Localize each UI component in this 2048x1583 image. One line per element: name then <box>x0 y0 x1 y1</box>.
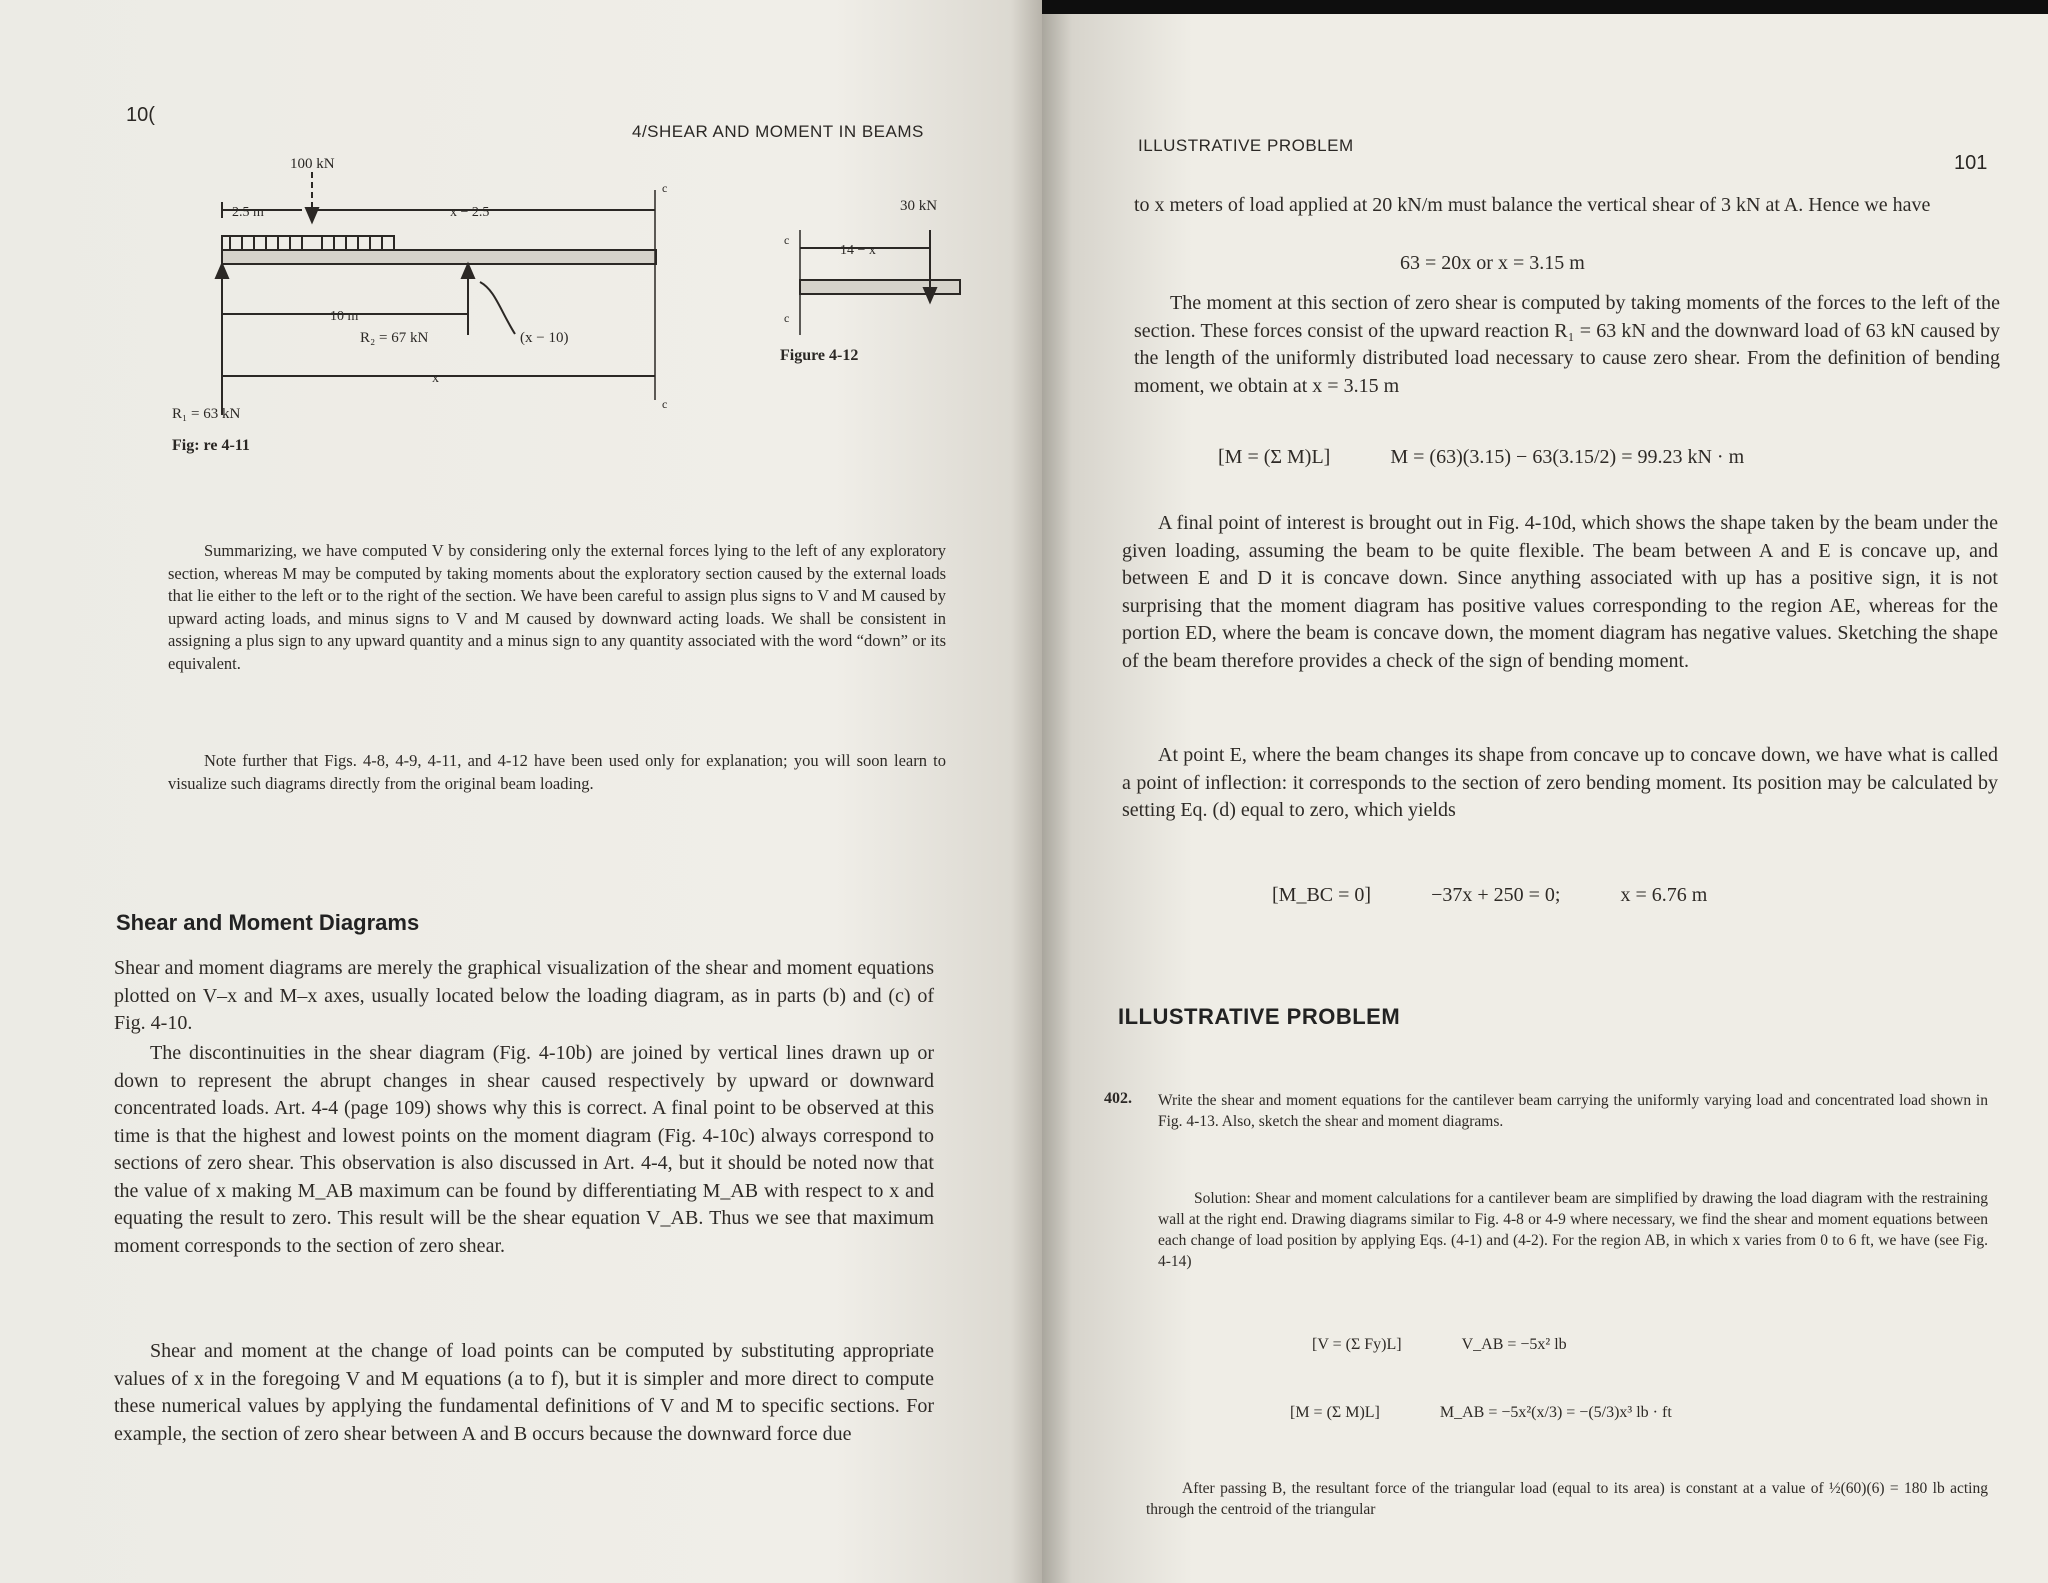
fig412-section-c-top: c <box>784 233 790 247</box>
equation-inflection-right: x = 6.76 m <box>1620 884 1708 906</box>
equation-shear-ab-row <box>1312 1336 1627 1354</box>
equation-inflection-left: [M_BC = 0] <box>1272 884 1372 906</box>
fig411-dim-10: 10 m <box>330 309 359 324</box>
equation-shear-ab-right: V_AB = −5x² lb <box>1461 1336 1567 1353</box>
fig411-section-c-bottom: c <box>662 397 668 411</box>
problem-number: 402. <box>1104 1090 1132 1107</box>
figure-4-11 <box>150 150 710 460</box>
equation-moment-row <box>1218 446 1804 469</box>
left-paragraph-discontinuities: The discontinuities in the shear diagram (Fig. 4-10b) are joined by vertical lines drawn up or down to represent the abrupt changes in shear caused respectively by upward or downward concentrated loads. Art. 4-4 (page 109) shows why this is correct. A final point to be observed at this time is that the highest and lowest points on the moment diagram (Fig. 4-10c) always correspond to sections of zero shear. This observation is also discussed in Art. 4-4, but it should be noted now that the value of x making M_AB maximum can be found by differentiating M_AB with respect to x and equating the result to zero. This result will be the shear equation V_AB. Thus we see that maximum moment corresponds to the section of zero shear. <box>114 1042 934 1257</box>
fig412-caption: Figure 4-12 <box>780 347 859 364</box>
running-head-left: 4/SHEAR AND MOMENT IN BEAMS <box>632 122 924 141</box>
running-head-right: ILLUSTRATIVE PROBLEM <box>1138 136 1354 155</box>
equation-inflection-mid: −37x + 250 = 0; <box>1431 884 1561 906</box>
fig411-caption: Fig: re 4-11 <box>172 437 250 454</box>
left-paragraph-summary: Summarizing, we have computed V by considering only the external forces lying to the left of any exploratory section, whereas M may be computed by taking moments about the exploratory section caused by the external loads that lie either to the left or to the right of the section. We have been careful to assign plus signs to V and M caused by upward acting loads, and minus signs to V and M caused by downward acting loads. We shall be consistent in assigning a plus sign to any upward quantity and a minus sign to any quantity associated with the word “down” or its equivalent. <box>168 541 946 673</box>
beam <box>222 250 656 264</box>
fig412-section-c-bottom: c <box>784 311 790 325</box>
right-paragraph-load: to x meters of load applied at 20 kN/m must balance the vertical shear of 3 kN at A. Hence we have <box>1134 194 1931 216</box>
after-passing-b-text: After passing B, the resultant force of the triangular load (equal to its area) is constant at a value of ½(60)(6) = 180 lb acting through the centroid of the triangular <box>1146 1480 1988 1518</box>
fig411-section-c-top: c <box>662 181 668 195</box>
right-paragraph-beam-shape: A final point of interest is brought out in Fig. 4-10d, which shows the shape taken by the beam under the given loading, assuming the beam to be quite flexible. The beam between A and E is concave up, and between E and D it is concave down. Since anything associated with up has a positive sign, it is not surprising that the moment diagram has positive values corresponding to the region AE, whereas for the portion ED, where the beam is concave down, the moment diagram has negative values. Sketching the shape of the beam therefore provides a check of the sign of bending moment. <box>1122 512 1998 672</box>
right-paragraph-moment: The moment at this section of zero shear is computed by taking moments of the forces to the left of the section. These forces consist of the upward reaction R₁ = 63 kN and the downward load of 63 kN caused by the length of the uniformly distributed load necessary to cause zero shear. From the definition of bending moment, we obtain at x = 3.15 m <box>1134 292 2000 397</box>
equation-moment-ab-left: [M = (Σ M)L] <box>1290 1404 1380 1421</box>
section-heading-shear-moment: Shear and Moment Diagrams <box>116 910 420 935</box>
fig411-load-label: 100 kN <box>290 156 335 172</box>
solution-text: Solution: Shear and moment calculations for a cantilever beam are simplified by drawing the load diagram with the restraining wall at the right end. Drawing diagrams similar to Fig. 4-8 or 4-9 where necessary, we find the shear and moment equations between each change of load position by applying Eqs. (4-1) and (4-2). For the region AB, in which x varies from 0 to 6 ft, we have (see Fig. 4-14) <box>1158 1190 1988 1270</box>
left-paragraph-note: Note further that Figs. 4-8, 4-9, 4-11, and 4-12 have been used only for explanation; you will soon learn to visualize such diagrams directly from the original beam loading. <box>168 751 946 793</box>
fig411-dim-x: x <box>432 371 439 386</box>
fig412-load-label: 30 kN <box>900 198 938 214</box>
right-page <box>1042 14 2048 1583</box>
heading-illustrative-problem: ILLUSTRATIVE PROBLEM <box>1118 1004 1401 1029</box>
fig411-r1-label: R₁ = 63 kN <box>172 406 241 422</box>
fig412-dim-label: 14 − x <box>840 243 876 258</box>
equation-moment-left: [M = (Σ M)L] <box>1218 446 1331 468</box>
right-paragraph-inflection: At point E, where the beam changes its shape from concave up to concave down, we have what is called a point of inflection: it corresponds to the section of zero bending moment. Its position may be calculated by setting Eq. (d) equal to zero, which yields <box>1122 744 1998 821</box>
left-paragraph-change-of-load: Shear and moment at the change of load points can be computed by substituting appropriate values of x in the foregoing V and M equations (a to f), but it is simpler and more direct to compute these numerical values by applying the fundamental definitions of V and M to specific sections. For example, the section of zero shear between A and B occurs because the downward force due <box>114 1340 934 1445</box>
problem-statement: Write the shear and moment equations for the cantilever beam carrying the uniformly varying load and concentrated load shown in Fig. 4-13. Also, sketch the shear and moment diagrams. <box>1158 1092 1988 1130</box>
equation-moment-right: M = (63)(3.15) − 63(3.15/2) = 99.23 kN · m <box>1390 446 1745 468</box>
equation-shear-ab-left: [V = (Σ Fy)L] <box>1312 1336 1402 1353</box>
equation-moment-ab-right: M_AB = −5x²(x/3) = −(5/3)x³ lb · ft <box>1439 1404 1672 1421</box>
left-paragraph-diagrams: Shear and moment diagrams are merely the graphical visualization of the shear and moment equations plotted on V–x and M–x axes, usually located below the loading diagram, as in parts (b) and (c) of Fig. 4-10. <box>114 957 934 1034</box>
figure-4-12 <box>770 190 970 370</box>
equation-moment-ab-row <box>1290 1404 1732 1422</box>
page-number-left: 10( <box>126 104 155 126</box>
equation-zero-shear: 63 = 20x or x = 3.15 m <box>1400 252 1585 274</box>
distributed-load-block <box>222 236 394 250</box>
page-number-right: 101 <box>1954 152 1988 174</box>
fig411-dim-x25: x − 2.5 <box>450 205 490 220</box>
fig411-x10-label: (x − 10) <box>520 330 569 346</box>
equation-inflection-row <box>1272 884 1767 907</box>
x10-leader <box>480 282 515 334</box>
fig411-dim-25: 2.5 m <box>232 205 264 220</box>
fig411-r2-label: R₂ = 67 kN <box>360 330 429 346</box>
